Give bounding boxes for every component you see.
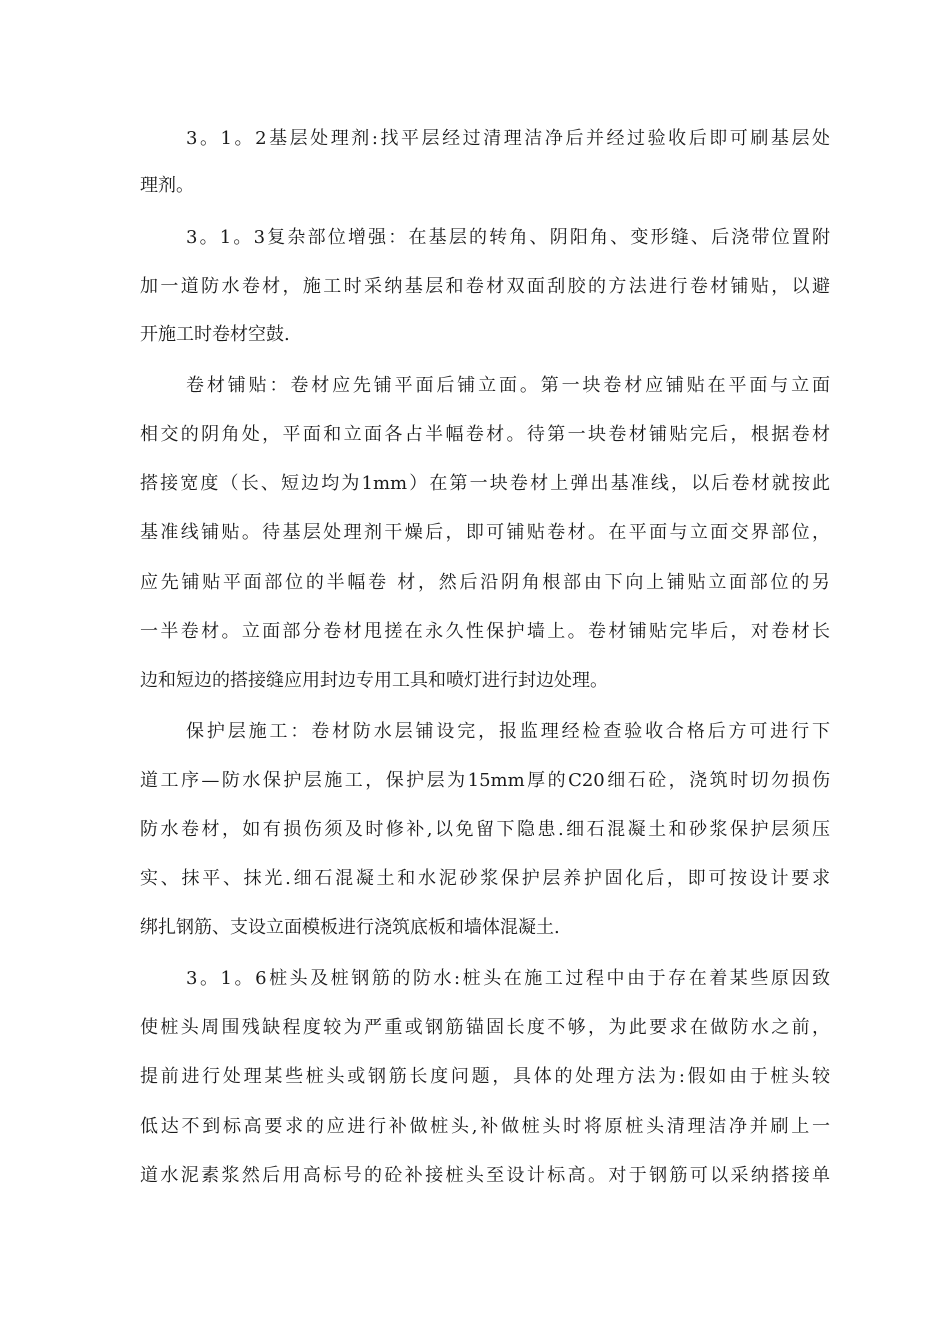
text-line: 卷材铺贴：卷材应先铺平面后铺立面。第一块卷材应铺贴在平面与立面 — [186, 375, 830, 396]
text-line: 绑扎钢筋、支设立面模板进行浇筑底板和墙体混凝土. — [140, 917, 560, 938]
text-line: 使桩头周围残缺程度较为严重或钢筋锚固长度不够，为此要求在做防水之前， — [140, 1017, 830, 1038]
text-line: 边和短边的搭接缝应用封边专用工具和喷灯进行封边处理。 — [140, 670, 608, 691]
text-line: 加一道防水卷材，施工时采纳基层和卷材双面刮胶的方法进行卷材铺贴，以避 — [140, 276, 830, 297]
text-line: 相交的阴角处，平面和立面各占半幅卷材。待第一块卷材铺贴完后，根据卷材 — [140, 424, 830, 445]
text-line: 基准线铺贴。待基层处理剂干燥后，即可铺贴卷材。在平面与立面交界部位， — [140, 522, 830, 543]
text-line: 道工序—防水保护层施工，保护层为15mm厚的C20细石砼，浇筑时切勿损伤 — [140, 770, 830, 791]
text-line: 开施工时卷材空鼓. — [140, 324, 290, 345]
text-line: 保护层施工：卷材防水层铺设完，报监理经检查验收合格后方可进行下 — [186, 721, 830, 742]
text-line: 一半卷材。立面部分卷材甩搓在永久性保护墙上。卷材铺贴完毕后，对卷材长 — [140, 621, 830, 642]
text-line: 搭接宽度（长、短边均为1mm）在第一块卷材上弹出基准线，以后卷材就按此 — [140, 473, 830, 494]
text-line: 应先铺贴平面部位的半幅卷 材，然后沿阴角根部由下向上铺贴立面部位的另 — [140, 572, 830, 593]
text-line: 提前进行处理某些桩头或钢筋长度问题，具体的处理方法为:假如由于桩头较 — [140, 1066, 830, 1087]
text-line: 3。1。2基层处理剂:找平层经过清理洁净后并经过验收后即可刷基层处 — [186, 128, 830, 149]
text-line: 道水泥素浆然后用高标号的砼补接桩头至设计标高。对于钢筋可以采纳搭接单 — [140, 1165, 830, 1186]
text-line: 3。1。6桩头及桩钢筋的防水:桩头在施工过程中由于存在着某些原因致 — [186, 968, 830, 989]
text-line: 理剂。 — [140, 175, 194, 196]
text-line: 防水卷材，如有损伤须及时修补,以免留下隐患.细石混凝土和砂浆保护层须压 — [140, 819, 830, 840]
text-line: 3。1。3复杂部位增强：在基层的转角、阴阳角、变形缝、后浇带位置附 — [186, 227, 830, 248]
text-line: 实、抹平、抹光.细石混凝土和水泥砂浆保护层养护固化后，即可按设计要求 — [140, 868, 830, 889]
text-line: 低达不到标高要求的应进行补做桩头,补做桩头时将原桩头清理洁净并刷上一 — [140, 1116, 830, 1137]
